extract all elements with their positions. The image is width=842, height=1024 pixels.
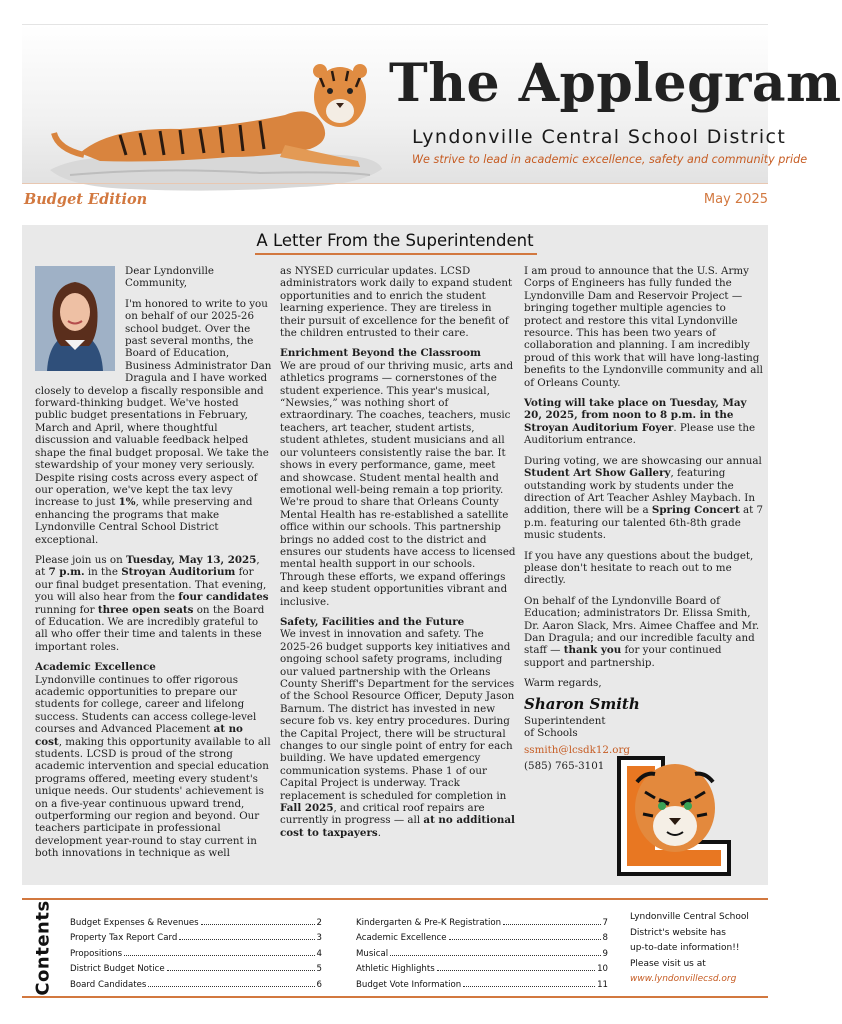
district-name: Lyndonville Central School District (412, 126, 787, 148)
heading-safety: Safety, Facilities and the Future (280, 615, 465, 628)
signer-role-line1: Superintendent (524, 715, 606, 727)
edition-row (22, 191, 768, 213)
issue-date: May 2025 (703, 192, 768, 207)
toc-right-column (356, 912, 608, 990)
toc-item[interactable]: Board Candidates 6 (70, 979, 322, 990)
signer-email[interactable]: ssmith@lcsdk12.org (524, 743, 630, 756)
toc-item[interactable]: Budget Vote Information 11 (356, 979, 608, 990)
toc-left-column (70, 912, 322, 990)
closing: Warm regards, (524, 677, 602, 690)
toc-item[interactable]: Academic Excellence 8 (356, 933, 608, 944)
toc-item[interactable]: Budget Expenses & Revenues 2 (70, 917, 322, 928)
heading-enrichment: Enrichment Beyond the Classroom (280, 347, 481, 360)
paragraph-budget: I'm honored to write to you on behalf of our 2025-26 school budget. Over the past several months, the Board of Education, Business Administrator Dan Dragula and I have worked closely to develop a fiscally responsible and forward-thinking budget. We've hosted public budget presentations in February, March and April, where thoughtful discussion and valuable feedback helped shape the final budget proposal. We take the stewardship of your money very seriously. Despite rising costs across every aspect of our operation, we've kept the tax levy increase to just 1%, while preserving and enhancing the programs that make Lyndonville Central School District exceptional. (35, 297, 272, 546)
paragraph-art-show: During voting, we are showcasing our annual Student Art Show Gallery, featuring outstanding work by students under the direction of Art Teacher Ashley Maybach. In addition, there will be a Spring Concert at 7 p.m. featuring our talented 6th-8th grade music students. (524, 454, 764, 542)
letter-column-3 (524, 265, 764, 773)
paragraph-safety: We invest in innovation and safety. The 2025-26 budget supports key initiatives and ongoing school safety programs, including our valued partnership with the Orleans County Sheriff's Department for the services of the School Resource Officer, Deputy Jason Barnum. The district has invested in new secure fob vs. key entry procedures. During the Capital Project, there will be structural changes to our single point of entry for each building. We have updated emergency communication systems. Phase 1 of our Capital Project is underway. Track replacement is scheduled for completion in Fall 2025, and critical roof repairs are currently in progress — all at no additional cost to taxpayers. (280, 628, 515, 839)
superintendent-photo (35, 266, 115, 371)
toc-item[interactable]: Property Tax Report Card 3 (70, 933, 322, 944)
paragraph-questions: If you have any questions about the budget, please don't hesitate to reach out to me directly. (524, 549, 754, 587)
masthead (22, 24, 842, 183)
signer-phone: (585) 765-3101 (524, 760, 605, 773)
letter-column-1 (35, 265, 273, 868)
paragraph-presentation: Please join us on Tuesday, May 13, 2025, at 7 p.m. in the Stroyan Auditorium for our final budget presentation. That evening, you will also hear from the four candidates running for three open seats on the Board of Education. We are incredibly grateful to all who offer their time and talents in these important roles. (35, 553, 269, 653)
tiger-illustration (40, 45, 390, 195)
greeting: Dear Lyndonville Community, (125, 265, 215, 290)
paragraph-dam-project: I am proud to announce that the U.S. Army Corps of Engineers has fully funded the Lyndonville Dam and Reservoir Project — bringing together multiple agencies to protect and restore this vital Lyndonville resource. This has been two years of collaboration and planning. I am incredibly proud of this work that will have long-lasting benefits to the Lyndonville community and all of Orleans County. (524, 265, 763, 389)
info-line: Lyndonville Central School (630, 912, 749, 922)
paragraph-administrators: as NYSED curricular updates. LCSD administrators work daily to expand student opportunities and to enrich the student learning experience. They are tireless in their pursuit of excellence for the benefit of the children entrusted to their care. (280, 265, 513, 340)
paragraph-voting: Voting will take place on Tuesday, May 20, 2025, from noon to 8 p.m. in the Stroyan Auditorium Foyer. Please use the Auditorium entrance. (524, 397, 756, 447)
signature: Sharon Smith (524, 694, 640, 713)
contents-box (22, 898, 768, 998)
signer-role-line2: of Schools (524, 727, 578, 740)
paragraph-academic: Lyndonville continues to offer rigorous academic opportunities to prepare our students for college, career and lifelong success. Students can access college-level courses and Advanced Placement at no cost, making this opportunity available to all students. LCSD is proud of the strong academic intervention and special education programs offered, meeting every student's unique needs. Our students' achievement is on a five-year continuous upward trend, outperforming our region and beyond. Our teachers participate in professional development year-round to stay current in both innovations in technique as well (35, 673, 271, 860)
toc-item[interactable]: Musical 9 (356, 948, 608, 959)
edition-label: Budget Edition (24, 191, 148, 208)
masthead-divider (22, 183, 768, 184)
letter-title: A Letter From the Superintendent (256, 231, 534, 250)
toc-item[interactable]: District Budget Notice 5 (70, 964, 322, 975)
website-info (630, 910, 765, 988)
toc-item[interactable]: Propositions 4 (70, 948, 322, 959)
info-line: Please visit us at (630, 958, 706, 969)
info-line: up-to-date information!! (630, 943, 740, 954)
paragraph-thanks: On behalf of the Lyndonville Board of Education; administrators Dr. Elissa Smith, Dr. Aaron Slack, Mrs. Aimee Chaffee and Mr. Dan Dragula; and our incredible faculty and staff — thank you for your continued support and partnership. (524, 594, 760, 669)
paragraph-enrichment: We are proud of our thriving music, arts and athletics programs — cornerstones of the student experience. This year's musical, “Newsies,” was nothing short of extraordinary. The coaches, teachers, music teachers, art teacher, student artists, student athletes, student musicians and all our volunteers consistently raise the bar. It shows in every performance, game, meet and showcase. Student mental health and emotional well-being remain a top priority. We're proud to share that Orleans County Mental Health has re-established a satellite office within our schools. This partnership brings no added cost to the district and ensures our students have access to licensed mental health support in our schools. Through these efforts, we expand offerings and keep student opportunities vibrant and inclusive. (280, 359, 516, 608)
letter-column-2 (280, 265, 516, 847)
tagline: We strive to lead in academic excellence, safety and community pride (412, 153, 808, 166)
heading-academic-excellence: Academic Excellence (35, 661, 156, 674)
toc-item[interactable]: Athletic Highlights 10 (356, 964, 608, 975)
toc-item[interactable]: Kindergarten & Pre-K Registration 7 (356, 917, 608, 928)
info-line: District's website has (630, 927, 726, 938)
newsletter-title: The Applegram (389, 53, 842, 114)
title-underline (255, 253, 537, 255)
website-link[interactable]: www.lyndonvillecsd.org (630, 974, 737, 985)
tiger-logo-icon (615, 752, 735, 880)
contents-label: Contents (32, 900, 54, 996)
